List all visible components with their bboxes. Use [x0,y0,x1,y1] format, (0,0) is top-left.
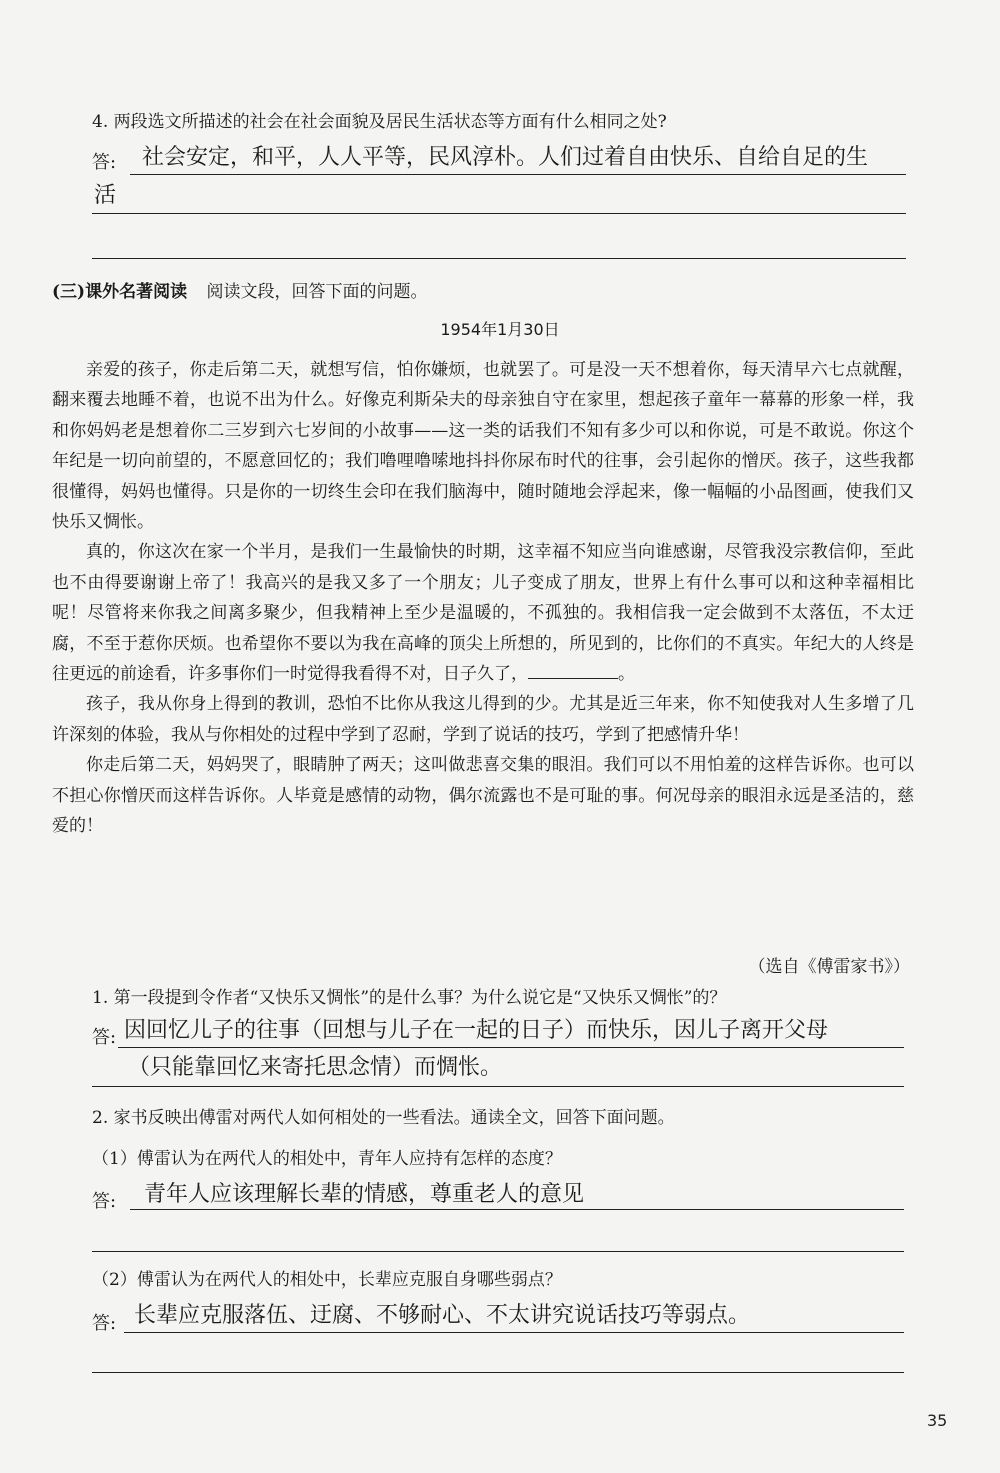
letter-paragraph-4: 你走后第二天，妈妈哭了，眼睛肿了两天；这叫做悲喜交集的眼泪。我们可以不用怕羞的这样告诉你。也可以不担心你憎厌而这样告诉你。人毕竟是感情的动物，偶尔流露也不是可耻的事。何况母亲的眼泪永远是圣洁的，慈爱的！ [52,755,914,837]
answer-line [92,213,906,214]
fill-in-blank[interactable] [528,662,618,679]
answer-q2-1: 青年人应该理解长辈的情感，尊重老人的意见 [144,1182,585,1207]
answer-q2-2: 长辈应克服落伍、迂腐、不够耐心、不太讲究说话技巧等弱点。 [134,1303,751,1328]
question-2: 2. 家书反映出傅雷对两代人如何相处的一些看法。通读全文，回答下面问题。 [92,1108,675,1128]
letter-paragraph-3: 孩子，我从你身上得到的教训，恐怕不比你从我这儿得到的少。尤其是近三年来，你不知使我对人生多增了几许深刻的体验，我从与你相处的过程中学到了忍耐，学到了说话的技巧，学到了把感情升华！ [52,694,914,745]
answer-label-q2-2: 答: [92,1313,117,1334]
answer-label-q2-1: 答: [92,1191,117,1212]
question-1: 1. 第一段提到令作者“又快乐又惆怅”的是什么事？为什么说它是“又快乐又惆怅”的？ [92,988,727,1008]
source-citation: （选自《傅雷家书》） [748,957,910,977]
answer-q1-line2: （只能靠回忆来寄托思念情）而惆怅。 [128,1055,503,1080]
answer-line [92,1086,904,1087]
answer-line [130,174,906,175]
answer-q4-line1: 社会安定，和平，人人平等，民风淳朴。人们过着自由快乐、自给自足的生 [142,145,869,170]
letter-body [52,355,914,842]
page-number: 35 [927,1411,948,1430]
answer-q4-line2: 活 [94,183,117,208]
letter-date: 1954年1月30日 [440,320,560,339]
question-2-1: （1）傅雷认为在两代人的相处中，青年人应持有怎样的态度？ [92,1149,562,1169]
section-heading [52,277,428,302]
question-4: 4. 两段选文所描述的社会在社会面貌及居民生活状态等方面有什么相同之处? [92,112,667,132]
answer-line [130,1209,904,1210]
answer-label-q1: 答: [92,1027,117,1048]
answer-q1-line1: 因回忆儿子的往事（回想与儿子在一起的日子）而快乐，因儿子离开父母 [124,1018,829,1043]
answer-line [92,1372,904,1373]
answer-label-q4: 答: [92,152,117,173]
letter-paragraph-1: 亲爱的孩子，你走后第二天，就想写信，怕你嫌烦，也就罢了。可是没一天不想着你，每天清早六七点就醒，翻来覆去地睡不着，也说不出为什么。好像克利斯朵夫的母亲独自守在家里，想起孩子童年一幕幕的形象一样，我和你妈妈老是想着你二三岁到六七岁间的小故事——这一类的话我们不知有多少可以和你说，可是不敢说。你这个年纪是一切向前望的，不愿意回忆的；我们噜哩噜嗦地抖抖你尿布时代的往事，会引起你的憎厌。孩子，这些我都很懂得，妈妈也懂得。只是你的一切终生会印在我们脑海中，随时随地会浮起来，像一幅幅的小品图画，使我们又快乐又惆怅。 [52,360,914,533]
section-instruction: 阅读文段，回答下面的问题。 [206,282,428,302]
answer-line [92,1251,904,1252]
question-2-2: （2）傅雷认为在两代人的相处中，长辈应克服自身哪些弱点？ [92,1270,562,1290]
answer-line [124,1332,904,1333]
section-title: (三)课外名著阅读 [52,282,188,302]
letter-paragraph-2 [52,537,914,689]
blank-tail: 。 [618,664,635,685]
answer-line [92,258,906,259]
answer-line [118,1047,904,1048]
letter-paragraph-2-text: 真的，你这次在家一个半月，是我们一生最愉快的时期，这幸福不知应当向谁感谢，尽管我没宗教信仰，至此也不由得要谢谢上帝了！我高兴的是我又多了一个朋友；儿子变成了朋友，世界上有什么事可以和这种幸福相比呢！尽管将来你我之间离多聚少，但我精神上至少是温暖的，不孤独的。我相信我一定会做到不太落伍，不太迂腐，不至于惹你厌烦。也希望你不要以为我在高峰的顶尖上所想的，所见到的，比你们的不真实。年纪大的人终是往更远的前途看，许多事你们一时觉得我看得不对，日子久了， [52,542,914,685]
